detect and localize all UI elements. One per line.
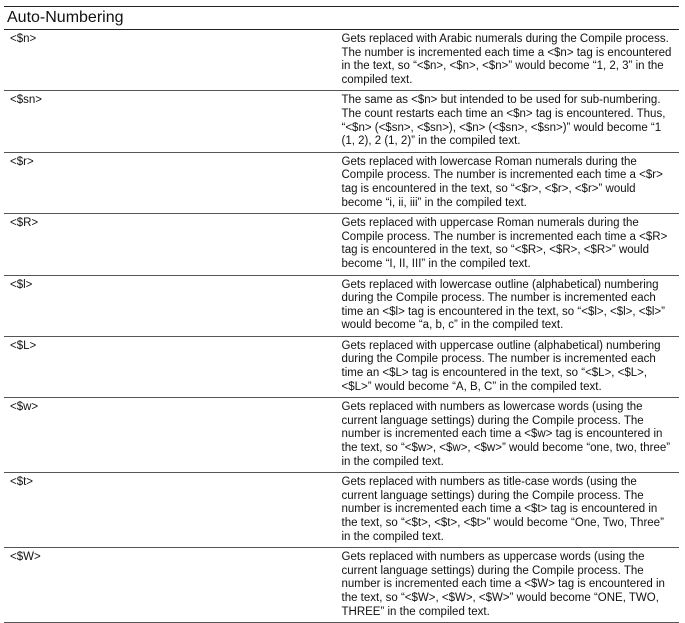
table-row [4, 214, 679, 275]
tag-cell: <$sn> [4, 91, 342, 152]
description-cell: The same as <$n> but intended to be used for sub-numbering. The count restarts each time an <$n> tag is encountered. Thus, “<$n> (<$sn>, <$sn>), <$n> (<$sn>, <$sn>)” would become “1 (1, 2), 2 (1, 2)” in the compiled text. [342, 91, 680, 152]
tag-cell: <$r> [4, 152, 342, 213]
description-cell: Gets replaced with uppercase Roman numerals during the Compile process. The number is incremented each time a <$R> tag is encountered in the text, so “<$R>, <$R>, <$R>” would become “I, II, III” in the compiled text. [342, 214, 680, 275]
description-cell: Gets replaced with Arabic numerals during the Compile process. The number is incremented each time a <$n> tag is encountered in the text, so “<$n>, <$n>, <$n>” would become “1, 2, 3” in the compiled text. [342, 30, 680, 91]
tag-cell: <$l> [4, 275, 342, 336]
description-cell: Gets replaced with numbers as lowercase words (using the current language settings) during the Compile process. The number is incremented each time a <$w> tag is encountered in the text, so “<$w>, <$w>, <$w>” would become “one, two, three” in the compiled text. [342, 398, 680, 473]
table-row [4, 473, 679, 548]
description-cell: Gets replaced with numbers as title-case words (using the current language settings) during the Compile process. The number is incremented each time a <$t> tag is encountered in the text, so “<$t>, <$t>, <$t>” would become “One, Two, Three” in the compiled text. [342, 473, 680, 548]
tag-cell: <$t> [4, 473, 342, 548]
tag-cell: <$w> [4, 398, 342, 473]
description-cell: Gets replaced with numbers as uppercase words (using the current language settings) during the Compile process. The number is incremented each time a <$W> tag is encountered in the text, so “<$W>, <$W>, <$W>” would become “ONE, TWO, THREE” in the compiled text. [342, 548, 680, 623]
table-title-row [4, 7, 679, 30]
table-row [4, 336, 679, 397]
table-title: Auto-Numbering [4, 7, 679, 30]
table-row [4, 30, 679, 91]
auto-numbering-table [4, 6, 679, 623]
table-row [4, 398, 679, 473]
tag-cell: <$L> [4, 336, 342, 397]
description-cell: Gets replaced with lowercase outline (alphabetical) numbering during the Compile process. The number is incremented each time an <$l> tag is encountered in the text, so “<$l>, <$l>, <$l>” would become “a, b, c” in the compiled text. [342, 275, 680, 336]
tag-cell: <$n> [4, 30, 342, 91]
description-cell: Gets replaced with uppercase outline (alphabetical) numbering during the Compile process. The number is incremented each time an <$L> tag is encountered in the text, so “<$L>, <$L>, <$L>” would become “A, B, C” in the compiled text. [342, 336, 680, 397]
table-row [4, 275, 679, 336]
description-cell: Gets replaced with lowercase Roman numerals during the Compile process. The number is incremented each time a <$r> tag is encountered in the text, so “<$r>, <$r>, <$r>” would become “i, ii, iii” in the compiled text. [342, 152, 680, 213]
tag-cell: <$R> [4, 214, 342, 275]
tag-cell: <$W> [4, 548, 342, 623]
table-row [4, 91, 679, 152]
table-row [4, 548, 679, 623]
table-row [4, 152, 679, 213]
